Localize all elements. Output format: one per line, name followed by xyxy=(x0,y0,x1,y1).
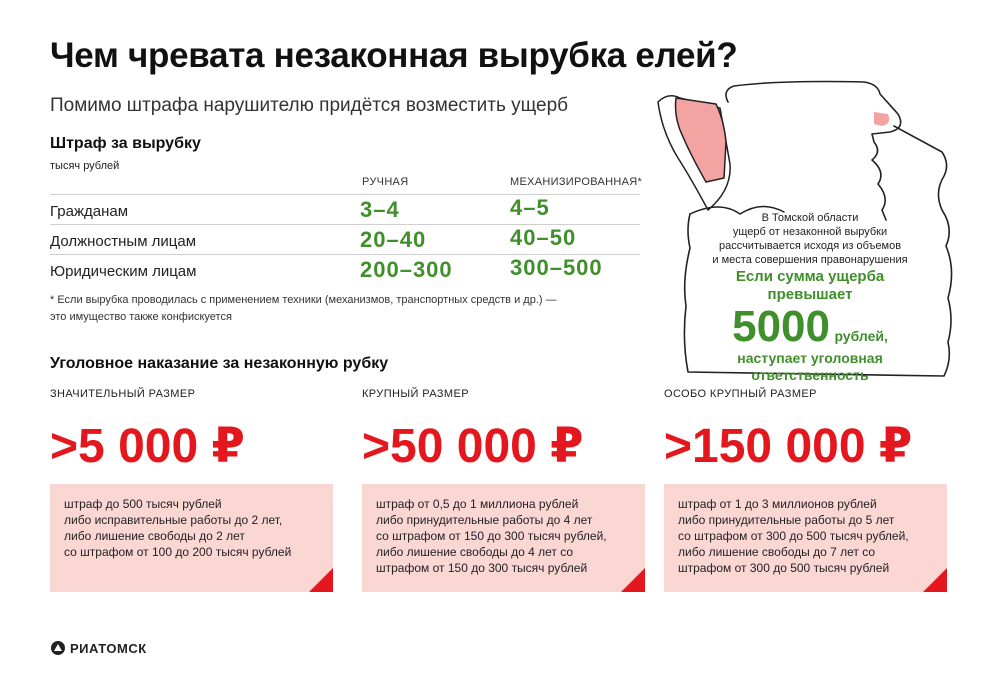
page-title: Чем чревата незаконная вырубка елей? xyxy=(50,36,738,75)
penalty-line: либо лишение свободы до 4 лет со xyxy=(376,545,574,559)
table-row xyxy=(50,194,640,224)
footnote xyxy=(50,292,630,326)
penalty-line: либо принудительные работы до 5 лет xyxy=(678,513,895,527)
row-label: Должностным лицам xyxy=(50,233,197,250)
penalty-line: штраф от 1 до 3 миллионов рублей xyxy=(678,497,877,511)
penalty-line: со штрафом от 300 до 500 тысяч рублей, xyxy=(678,529,909,543)
axe-note-line: ущерб от незаконной вырубки xyxy=(732,226,888,238)
card-corner-triangle xyxy=(923,568,947,592)
footnote-line: * Если вырубка проводилась с применением техники (механизмов, транспортных средств и др.) — xyxy=(50,294,557,306)
penalty-line: либо исправительные работы до 2 лет, xyxy=(64,513,283,527)
manual-value: 20–40 xyxy=(360,227,427,252)
axe-note-number: 5000 xyxy=(732,302,830,351)
ria-logo xyxy=(50,640,147,656)
row-label: Гражданам xyxy=(50,203,129,220)
fine-heading: Штраф за вырубку xyxy=(50,135,201,152)
axe-note-emphasis: Если сумма ущерба превышает xyxy=(735,268,885,303)
amount-threshold: >50 000 ₽ xyxy=(362,420,584,473)
penalty-line: штраф от 0,5 до 1 миллиона рублей xyxy=(376,497,579,511)
penalty-line: либо лишение свободы до 2 лет xyxy=(64,529,245,543)
axe-note-unit: рублей, xyxy=(834,328,888,344)
size-label: ОСОБО КРУПНЫЙ РАЗМЕР xyxy=(664,388,817,400)
penalty-line: штрафом от 150 до 300 тысяч рублей xyxy=(376,561,588,575)
table-row xyxy=(50,224,640,254)
penalty-line: либо принудительные работы до 4 лет xyxy=(376,513,593,527)
fine-unit: тысяч рублей xyxy=(50,160,120,172)
size-label: ЗНАЧИТЕЛЬНЫЙ РАЗМЕР xyxy=(50,388,196,400)
penalty-line: либо лишение свободы до 7 лет со xyxy=(678,545,876,559)
axe-note-line: В Томской области xyxy=(761,212,859,224)
manual-value: 3–4 xyxy=(360,197,400,222)
manual-value: 200–300 xyxy=(360,257,453,282)
footnote-line: это имущество также конфискуется xyxy=(50,311,232,323)
penalty-card xyxy=(664,484,947,592)
criminal-heading: Уголовное наказание за незаконную рубку xyxy=(50,355,389,372)
amount-threshold: >5 000 ₽ xyxy=(50,420,245,473)
penalty-card xyxy=(50,484,333,592)
penalty-line: со штрафом от 150 до 300 тысяч рублей, xyxy=(376,529,607,543)
penalty-card xyxy=(362,484,645,592)
axe-note-number-row xyxy=(700,304,920,350)
ria-logo-icon xyxy=(50,640,66,656)
penalty-column-especially-large xyxy=(664,388,964,575)
axe-note-line: и места совершения правонарушения xyxy=(712,254,908,266)
axe-handle xyxy=(726,82,901,221)
page-subtitle: Помимо штрафа нарушителю придётся возместить ущерб xyxy=(50,95,569,116)
mech-value: 40–50 xyxy=(510,225,577,250)
card-corner-triangle xyxy=(309,568,333,592)
penalty-column-large xyxy=(362,388,662,575)
penalty-line: штраф до 500 тысяч рублей xyxy=(64,497,222,511)
axe-note xyxy=(700,211,920,384)
axe-note-line: рассчитывается исходя из объемов xyxy=(718,240,902,252)
axe-note-resp: наступает уголовная xyxy=(737,350,883,366)
row-label: Юридическим лицам xyxy=(50,263,197,280)
mech-value: 4–5 xyxy=(510,195,550,220)
size-label: КРУПНЫЙ РАЗМЕР xyxy=(362,388,469,400)
penalty-column-significant xyxy=(50,388,350,559)
axe-note-resp: ответственность xyxy=(751,367,869,383)
penalty-line: штрафом от 300 до 500 тысяч рублей xyxy=(678,561,890,575)
axe-blade-tip xyxy=(874,112,889,126)
amount-threshold: >150 000 ₽ xyxy=(664,420,913,473)
column-header-manual: РУЧНАЯ xyxy=(362,176,409,188)
logo-text: РИАТОМСК xyxy=(70,640,147,656)
column-header-mechanized: МЕХАНИЗИРОВАННАЯ* xyxy=(510,176,643,188)
mech-value: 300–500 xyxy=(510,255,603,280)
table-row xyxy=(50,254,640,284)
penalty-line: со штрафом от 100 до 200 тысяч рублей xyxy=(64,545,292,559)
axe-blade xyxy=(676,98,727,182)
card-corner-triangle xyxy=(621,568,645,592)
